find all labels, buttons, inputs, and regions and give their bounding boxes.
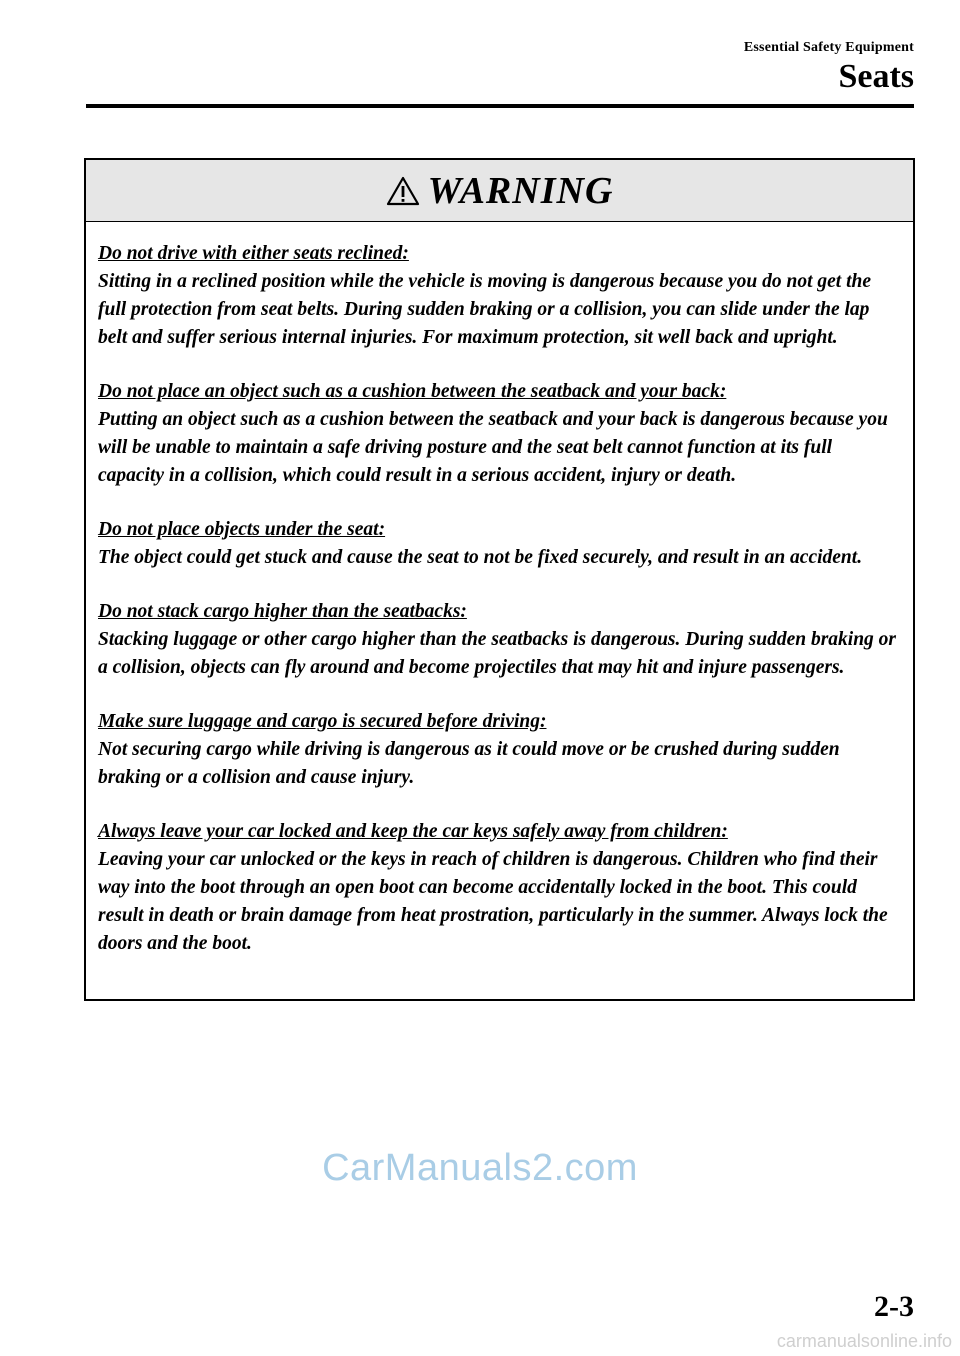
warning-item-text: Leaving your car unlocked or the keys in reach of children is dangerous. Children who find their way into the boot through an open boot can become accidentally locked in the boot. This could result in death or brain damage from heat prostration, particularly in the summer. Always lock the doors and the boot. bbox=[98, 849, 888, 954]
warning-item-text: Stacking luggage or other cargo higher than the seatbacks is dangerous. During sudden braking or a collision, objects can fly around and become projectiles that may hit and injure passengers. bbox=[98, 629, 897, 678]
warning-item-text: Putting an object such as a cushion between the seatback and your back is dangerous because you will be unable to maintain a safe driving posture and the seat belt cannot function at its full capacity in a collision, which could result in a serious accident, injury or death. bbox=[98, 409, 888, 486]
warning-item-text: Sitting in a reclined position while the vehicle is moving is dangerous because you do not get the full protection from seat belts. During sudden braking or a collision, you can slide under the lap belt and suffer serious internal injuries. For maximum protection, sit well back and upright. bbox=[98, 271, 872, 348]
warning-triangle-icon bbox=[386, 176, 420, 206]
footer-site-link[interactable]: carmanualsonline.info bbox=[776, 1331, 952, 1351]
warning-title: WARNING bbox=[427, 169, 614, 212]
page-title: Seats bbox=[838, 58, 914, 95]
warning-item-text: The object could get stuck and cause the seat to not be fixed securely, and result in an accident. bbox=[98, 547, 863, 568]
header-divider bbox=[86, 104, 914, 108]
warning-item-text: Not securing cargo while driving is dangerous as it could move or be crushed during sudden braking or a collision and cause injury. bbox=[98, 739, 840, 788]
warning-body bbox=[86, 222, 913, 958]
warning-item bbox=[98, 708, 901, 792]
warning-item bbox=[98, 378, 901, 490]
watermark-logo: CarManuals2.com bbox=[322, 1147, 638, 1189]
warning-item-heading: Do not stack cargo higher than the seatbacks: bbox=[98, 601, 467, 622]
warning-item-heading: Always leave your car locked and keep the car keys safely away from children: bbox=[98, 821, 728, 842]
page-header bbox=[744, 40, 914, 95]
warning-item bbox=[98, 818, 901, 958]
warning-header bbox=[86, 160, 913, 222]
warning-item bbox=[98, 516, 901, 572]
warning-item-heading: Do not place an object such as a cushion between the seatback and your back: bbox=[98, 381, 727, 402]
warning-item-heading: Do not drive with either seats reclined: bbox=[98, 243, 409, 264]
warning-box bbox=[84, 158, 915, 1001]
warning-item-heading: Do not place objects under the seat: bbox=[98, 519, 386, 540]
warning-item-heading: Make sure luggage and cargo is secured before driving: bbox=[98, 711, 547, 732]
warning-item bbox=[98, 598, 901, 682]
warning-item bbox=[98, 240, 901, 352]
section-title: Essential Safety Equipment bbox=[743, 40, 914, 55]
page-number: 2-3 bbox=[874, 1290, 914, 1323]
